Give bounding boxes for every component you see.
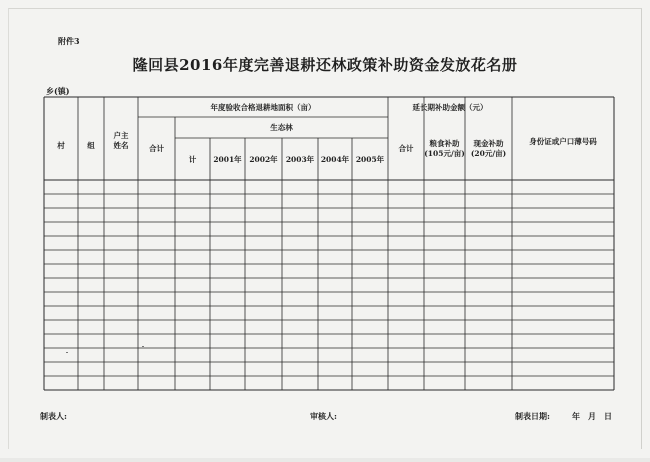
- header-householder: 姓名: [113, 141, 129, 150]
- attachment-label: 附件3: [58, 36, 80, 46]
- header-village: 村: [57, 141, 65, 150]
- header-group: 组: [87, 141, 95, 150]
- date-year: 年: [572, 411, 580, 421]
- header-year: 2002年: [249, 155, 278, 164]
- header-year: 2005年: [355, 155, 385, 164]
- date-month: 月: [588, 411, 596, 421]
- header-householder: 户主: [113, 131, 129, 140]
- date-day: 日: [604, 411, 612, 421]
- header-area-group: 年度验收合格退耕地面积（亩）: [210, 103, 316, 112]
- header-cash-rate: (20元/亩): [470, 149, 507, 158]
- township-label: 乡(镇): [46, 86, 70, 96]
- header-cash: 现金补助: [473, 139, 504, 148]
- scan-speck: [66, 352, 68, 353]
- header-area-total: 合计: [149, 144, 164, 153]
- header-subsidy-group: 延长期补助金额（元）: [412, 103, 488, 112]
- scan-speck: [142, 346, 144, 347]
- preparer-label: 制表人:: [40, 411, 67, 421]
- reviewer-label: 审核人:: [310, 411, 337, 421]
- header-year: 2003年: [285, 155, 315, 164]
- header-grain-rate: (105元/亩): [424, 149, 465, 158]
- page-title: 隆回县2016年度完善退耕还林政策补助资金发放花名册: [132, 56, 518, 74]
- header-forest-sum: 计: [188, 155, 197, 164]
- date-label: 制表日期:: [515, 411, 550, 421]
- header-subsidy-total: 合计: [398, 144, 414, 153]
- header-year: 2001年: [213, 155, 242, 164]
- header-year: 2004年: [320, 155, 350, 164]
- header-grain: 粮食补助: [429, 139, 460, 148]
- header-forest-group: 生态林: [270, 123, 293, 132]
- header-id-number: 身份证或户口薄号码: [529, 137, 597, 146]
